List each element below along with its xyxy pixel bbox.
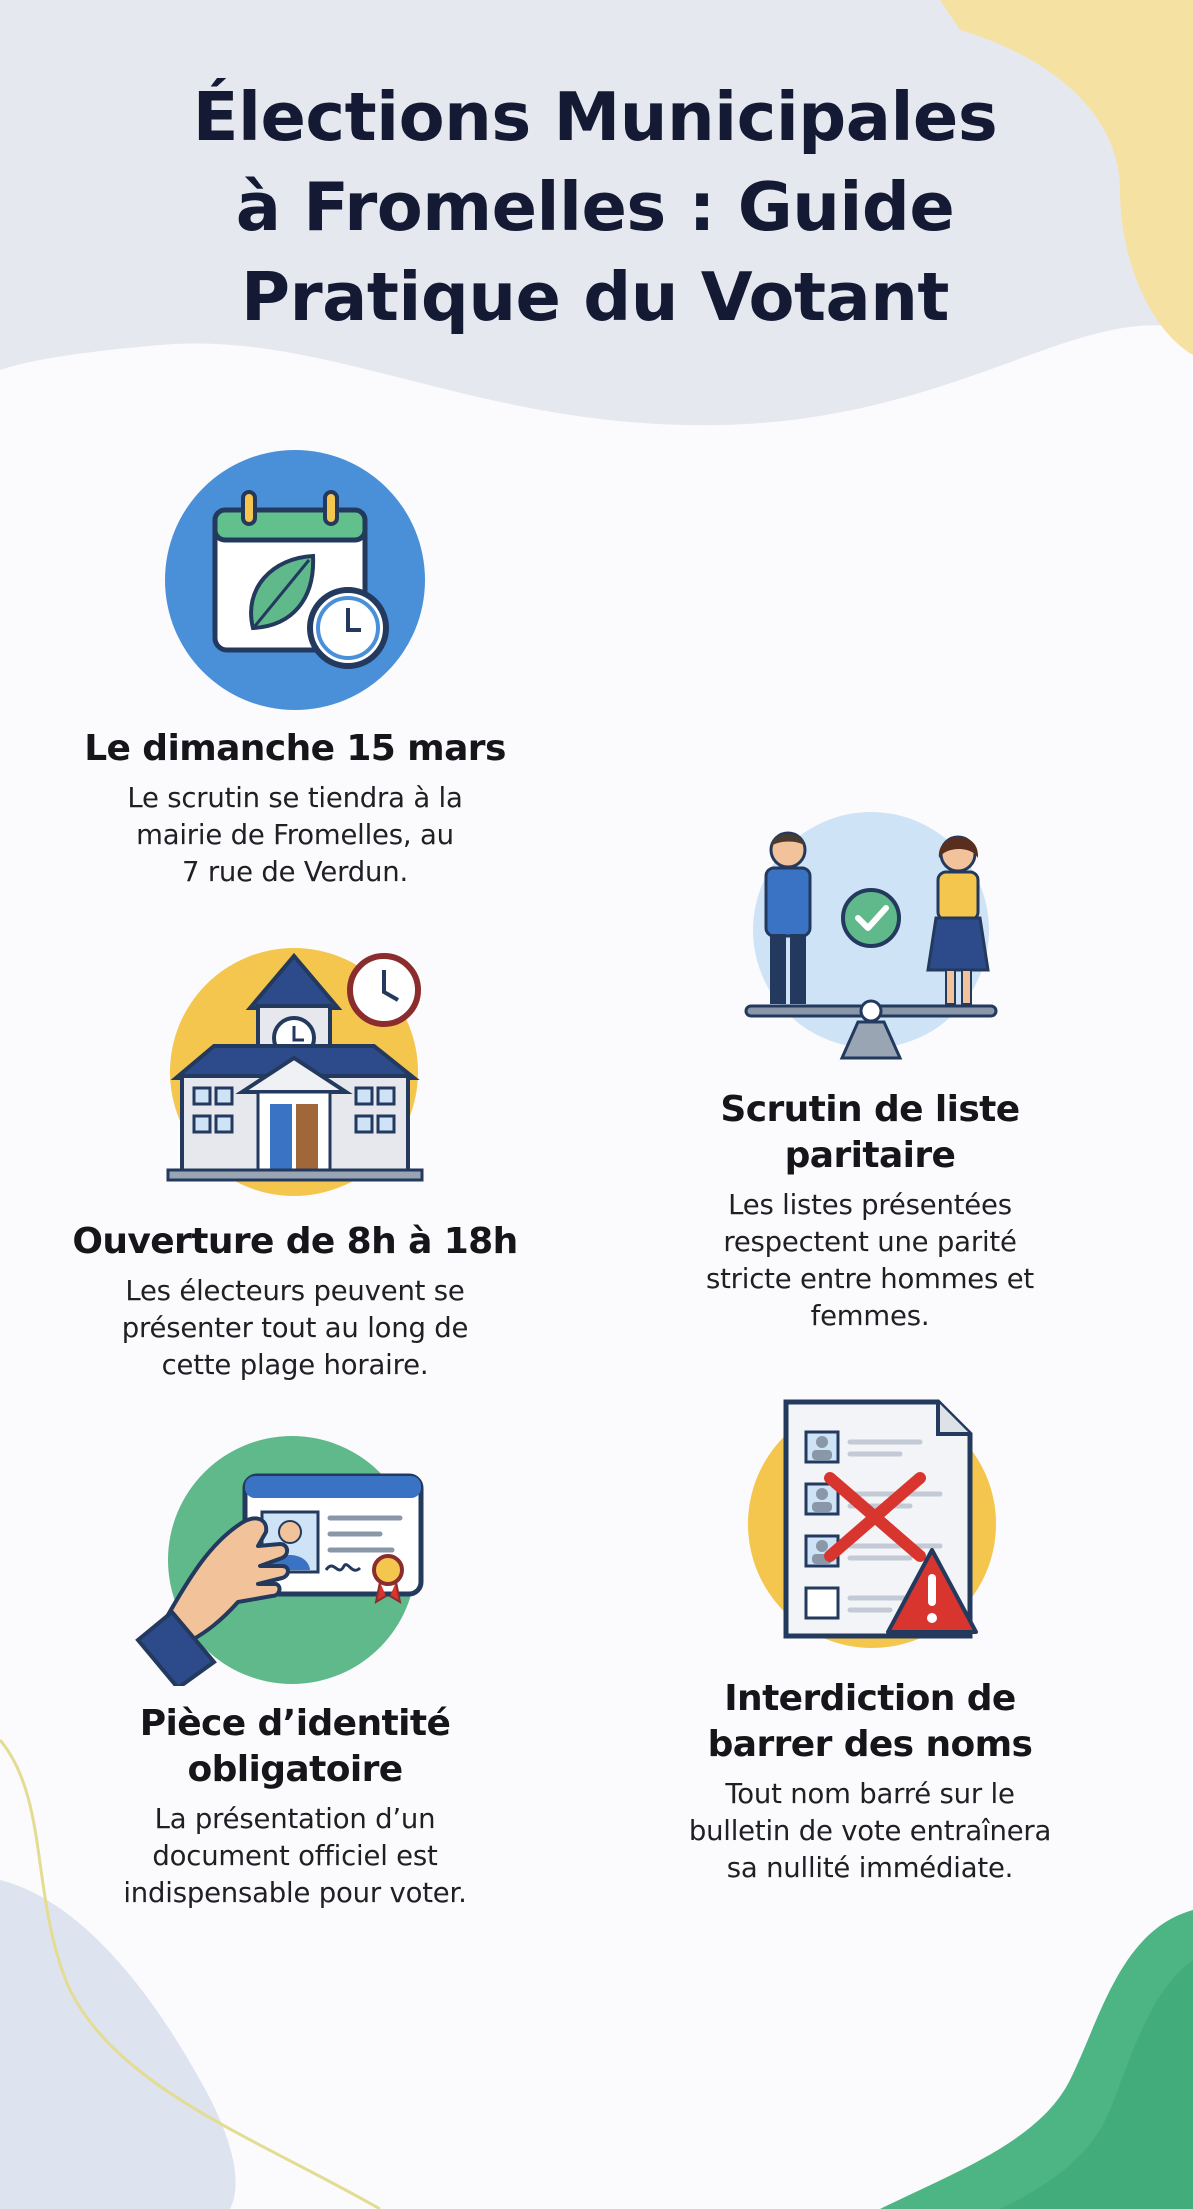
card-date-line-2: mairie de Fromelles, au — [136, 819, 454, 851]
card-ballot-title-line-2: barrer des noms — [707, 1724, 1033, 1765]
card-id-title-line-1: Pièce d’identité — [139, 1703, 451, 1744]
card-id-line-1: La présentation d’un — [154, 1803, 436, 1835]
card-parity — [640, 1087, 1100, 1335]
card-date-line-3: 7 rue de Verdun. — [181, 856, 409, 888]
card-parity-line-1: Les listes présentées — [728, 1189, 1012, 1221]
card-parity-title-line-1: Scrutin de liste — [720, 1089, 1020, 1130]
ballot-cross-warning-icon — [740, 1388, 1020, 1648]
title-line-2: à Fromelles : Guide — [235, 168, 955, 246]
card-date-title: Le dimanche 15 mars — [84, 728, 506, 769]
card-ballot-title-line-1: Interdiction de — [724, 1678, 1016, 1719]
card-date-text — [40, 780, 550, 891]
card-parity-title — [640, 1087, 1100, 1179]
card-parity-line-4: femmes. — [810, 1300, 930, 1332]
card-id-line-3: indispensable pour voter. — [123, 1877, 467, 1909]
card-parity-title-line-2: paritaire — [784, 1135, 956, 1176]
card-hours-line-2: présenter tout au long de — [121, 1312, 469, 1344]
card-date — [40, 726, 550, 891]
bottom-left-blob — [0, 1880, 236, 2209]
card-id-line-2: document officiel est — [152, 1840, 438, 1872]
card-hours-line-3: cette plage horaire. — [161, 1349, 429, 1381]
card-ballot-text — [640, 1776, 1100, 1887]
card-hours — [40, 1219, 550, 1384]
card-hours-text — [40, 1273, 550, 1384]
card-ballot-line-3: sa nullité immédiate. — [726, 1852, 1014, 1884]
page-title — [60, 72, 1130, 342]
card-ballot-title — [640, 1676, 1100, 1768]
man-woman-balance-icon — [740, 812, 1002, 1074]
card-parity-line-3: stricte entre hommes et — [705, 1263, 1035, 1295]
hand-id-card-icon — [130, 1426, 430, 1686]
card-hours-line-1: Les électeurs peuvent se — [125, 1275, 465, 1307]
card-id-title-line-2: obligatoire — [187, 1749, 403, 1790]
town-hall-clock-icon — [162, 940, 432, 1200]
card-ballot-line-1: Tout nom barré sur le — [725, 1778, 1015, 1810]
title-line-3: Pratique du Votant — [241, 258, 949, 336]
title-line-1: Élections Municipales — [192, 78, 998, 156]
card-parity-line-2: respectent une parité — [723, 1226, 1017, 1258]
card-ballot-line-2: bulletin de vote entraînera — [688, 1815, 1052, 1847]
card-id — [40, 1701, 550, 1912]
card-ballot — [640, 1676, 1100, 1887]
card-hours-title: Ouverture de 8h à 18h — [72, 1221, 518, 1262]
card-id-text — [40, 1801, 550, 1912]
card-parity-text — [640, 1187, 1100, 1335]
card-date-line-1: Le scrutin se tiendra à la — [127, 782, 463, 814]
calendar-leaf-clock-icon — [163, 448, 428, 713]
card-id-title — [40, 1701, 550, 1793]
